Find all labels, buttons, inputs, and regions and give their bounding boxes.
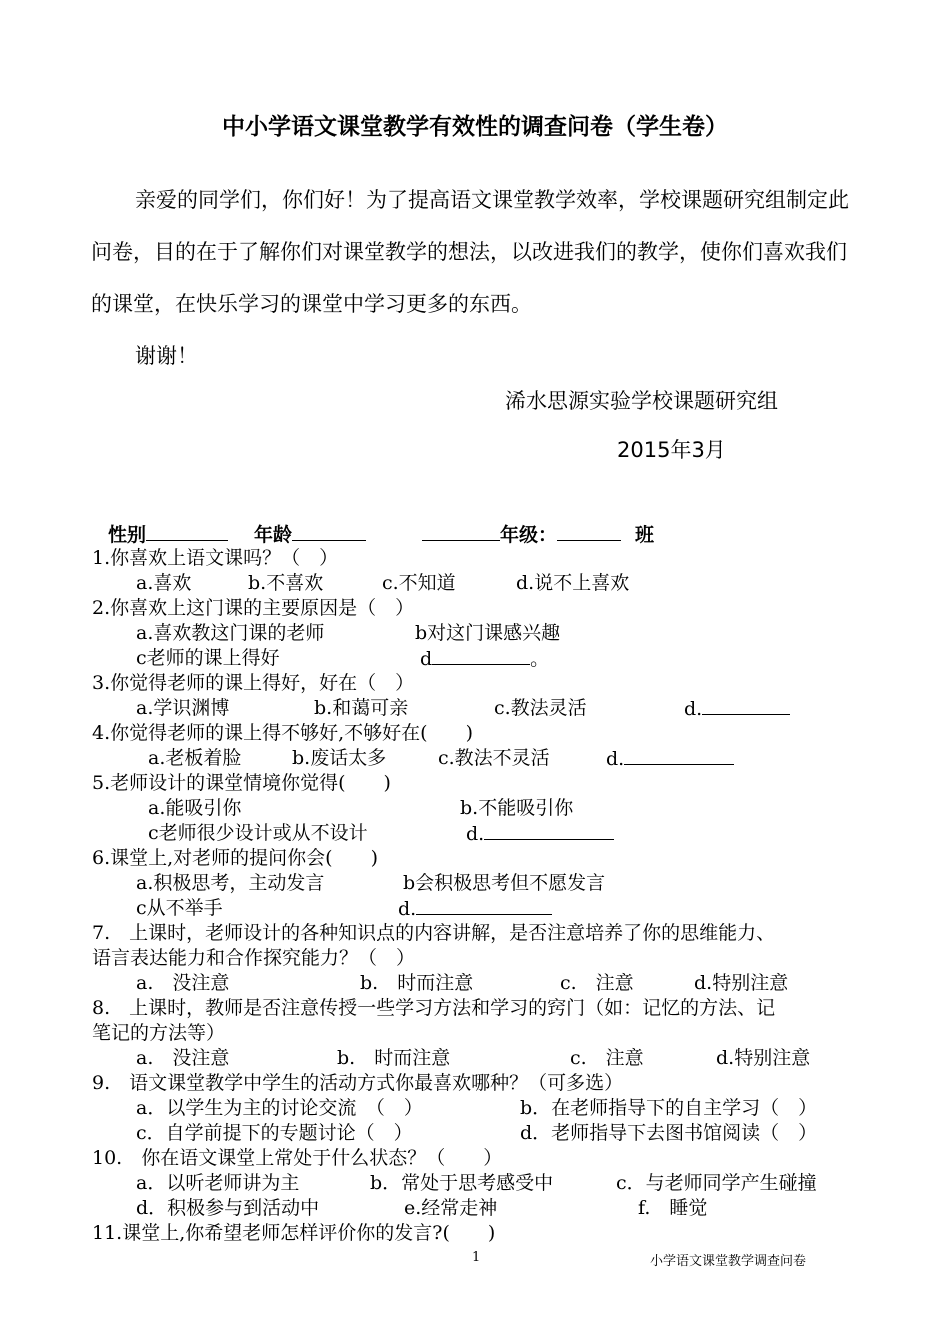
signature-org: 浠水思源实验学校课题研究组 (505, 389, 778, 413)
intro-paragraph: 亲爱的同学们，你们好！为了提高语文课堂教学效率，学校课题研究组制定此问卷，目的在于了解你们对课堂教学的想法，以改进我们的教学，使你们喜欢我们的课堂，在快乐学习的课堂中学习更多的东西。 (91, 188, 849, 316)
q10-option-b[interactable]: b．常处于思考感受中 (370, 1172, 554, 1194)
q4-option-d[interactable] (606, 746, 734, 772)
q4-option-a[interactable]: a.老板着脸 (148, 747, 242, 769)
q7-option-b[interactable]: b. 时而注意 (360, 972, 474, 994)
q3-option-a[interactable]: a.学识渊博 (136, 697, 230, 719)
signature-date: 2015年3月 (617, 438, 726, 462)
question-1: 1.你喜欢上语文课吗？（ ） (92, 547, 339, 569)
q6-d-blank[interactable] (416, 896, 552, 915)
q1-option-c[interactable]: c.不知道 (382, 572, 456, 594)
question-4: 4.你觉得老师的课上得不够好,不够好在( ) (92, 722, 473, 744)
q2-option-d-end: 。 (530, 648, 550, 670)
q1-option-d[interactable]: d.说不上喜欢 (516, 572, 630, 594)
gender-blank[interactable] (146, 522, 228, 541)
q8-option-c[interactable]: c. 注意 (570, 1047, 644, 1069)
q6-option-a[interactable]: a.积极思考，主动发言 (136, 872, 325, 894)
q9-option-d[interactable]: d．老师指导下去图书馆阅读（ ） (520, 1122, 818, 1144)
grade-blank[interactable] (422, 522, 500, 541)
q10-option-e[interactable]: e.经常走神 (404, 1197, 498, 1219)
q2-option-d[interactable] (420, 646, 549, 672)
question-10: 10. 你在语文课堂上常处于什么状态？（ ） (92, 1147, 503, 1169)
q7-option-a[interactable]: a. 没注意 (136, 972, 230, 994)
q9-option-c[interactable]: c．自学前提下的专题讨论（ ） (136, 1122, 413, 1144)
q6-option-d[interactable] (398, 896, 552, 922)
age-blank[interactable] (292, 522, 366, 541)
age-label: 年龄 (254, 524, 293, 546)
question-5: 5.老师设计的课堂情境你觉得( ) (92, 772, 391, 794)
q3-option-d-label: d. (684, 698, 703, 720)
q3-option-b[interactable]: b.和蔼可亲 (314, 697, 409, 719)
grade-label: 年级： (500, 524, 558, 546)
gender-label: 性别 (108, 524, 147, 546)
q6-option-b[interactable]: b会积极思考但不愿发言 (403, 872, 606, 894)
q5-option-d-label: d. (466, 823, 485, 845)
intro-thanks: 谢谢！ (135, 344, 198, 368)
q4-option-b[interactable]: b.废话太多 (292, 747, 387, 769)
question-8-line-2: 笔记的方法等） (92, 1022, 226, 1044)
q5-option-b[interactable]: b.不能吸引你 (460, 797, 574, 819)
class-blank[interactable] (557, 522, 621, 541)
question-3: 3.你觉得老师的课上得好，好在（ ） (92, 672, 415, 694)
q5-option-a[interactable]: a.能吸引你 (148, 797, 242, 819)
page-number: 1 (472, 1250, 481, 1265)
q4-option-d-label: d. (606, 748, 625, 770)
q6-option-d-label: d. (398, 898, 417, 920)
question-6: 6.课堂上,对老师的提问你会( ) (92, 847, 378, 869)
q10-option-a[interactable]: a．以听老师讲为主 (136, 1172, 300, 1194)
question-11: 11.课堂上,你希望老师怎样评价你的发言?( ) (92, 1222, 496, 1244)
q3-option-c[interactable]: c.教法灵活 (494, 697, 587, 719)
q4-d-blank[interactable] (624, 746, 734, 765)
q2-option-d-label: d (420, 648, 433, 670)
q2-option-c[interactable]: c老师的课上得好 (136, 647, 280, 669)
intro-section (91, 174, 866, 382)
q5-d-blank[interactable] (484, 821, 614, 840)
question-8-line-1: 8. 上课时，教师是否注意传授一些学习方法和学习的窍门（如：记忆的方法、记 (92, 997, 776, 1019)
question-2: 2.你喜欢上这门课的主要原因是（ ） (92, 597, 415, 619)
q4-option-c[interactable]: c.教法不灵活 (438, 747, 550, 769)
q5-option-d[interactable] (466, 821, 614, 847)
q7-option-d[interactable]: d.特别注意 (694, 972, 789, 994)
q6-option-c[interactable]: c从不举手 (136, 897, 223, 919)
q9-option-a[interactable]: a．以学生为主的讨论交流 （ ） (136, 1097, 423, 1119)
question-7-line-2: 语言表达能力和合作探究能力？（ ） (92, 947, 416, 969)
student-info-line (108, 520, 654, 547)
class-label: 班 (635, 524, 655, 546)
question-9: 9. 语文课堂教学中学生的活动方式你最喜欢哪种？（可多选） (92, 1072, 624, 1094)
q5-option-c[interactable]: c老师很少设计或从不设计 (148, 822, 368, 844)
q3-d-blank[interactable] (702, 696, 790, 715)
q2-d-blank[interactable] (432, 646, 530, 665)
q10-option-c[interactable]: c．与老师同学产生碰撞 (616, 1172, 817, 1194)
q8-option-b[interactable]: b. 时而注意 (337, 1047, 451, 1069)
q9-option-b[interactable]: b．在老师指导下的自主学习（ ） (520, 1097, 818, 1119)
q7-option-c[interactable]: c. 注意 (560, 972, 634, 994)
q1-option-a[interactable]: a.喜欢 (136, 572, 192, 594)
running-title: 小学语文课堂教学调查问卷 (650, 1254, 807, 1269)
q1-option-b[interactable]: b.不喜欢 (248, 572, 324, 594)
q2-option-a[interactable]: a.喜欢教这门课的老师 (136, 622, 325, 644)
question-7-line-1: 7. 上课时，老师设计的各种知识点的内容讲解，是否注意培养了你的思维能力、 (92, 922, 776, 944)
q10-option-f[interactable]: f. 睡觉 (638, 1197, 708, 1219)
q8-option-d[interactable]: d.特别注意 (716, 1047, 811, 1069)
q2-option-b[interactable]: b对这门课感兴趣 (415, 622, 561, 644)
page-title: 中小学语文课堂教学有效性的调查问卷（学生卷） (222, 114, 728, 140)
q8-option-a[interactable]: a. 没注意 (136, 1047, 230, 1069)
q3-option-d[interactable] (684, 696, 790, 722)
q10-option-d[interactable]: d．积极参与到活动中 (136, 1197, 320, 1219)
